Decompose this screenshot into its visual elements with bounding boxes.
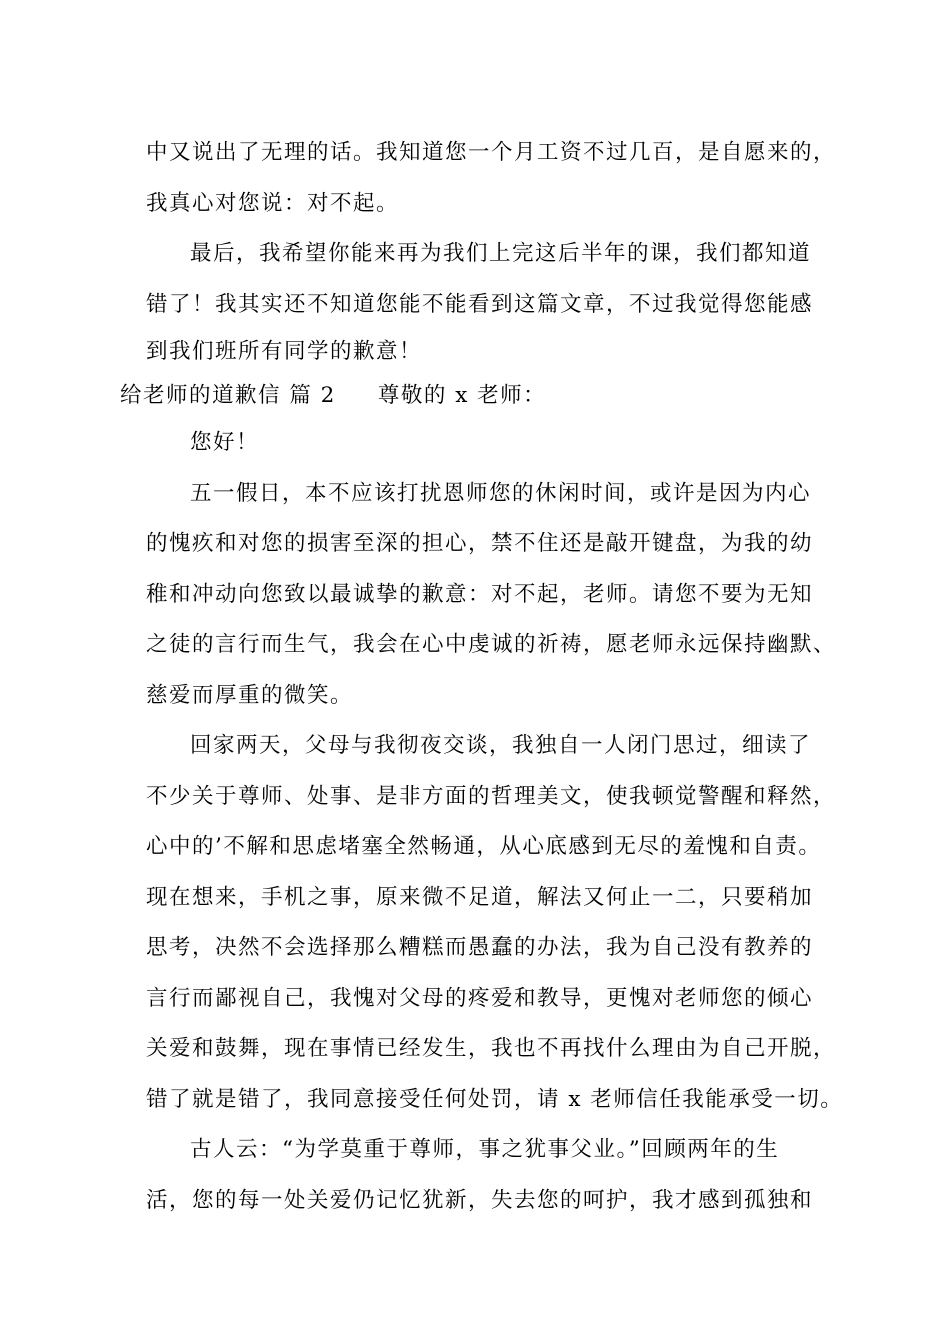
section-heading — [120, 374, 826, 418]
letter-body — [120, 128, 844, 1226]
text-line: 之徒的言行而生气，我会在心中虔诚的祈祷，愿老师永远保持幽默、 — [146, 632, 837, 657]
text-line: 稚和冲动向您致以最诚挚的歉意：对不起，老师。请您不要为无知 — [146, 581, 814, 607]
text-line: 到我们班所有同学的歉意！ — [146, 339, 423, 364]
paragraph-start: 最后，我希望你能来再为我们上完这后半年的课，我们都知道 — [190, 241, 812, 266]
text-line: 中又说出了无理的话。我知道您一个月工资不过几百，是自愿来的， — [146, 140, 837, 165]
text-line: 思考，决然不会选择那么糟糕而愚蠢的办法，我为自己没有教养的 — [146, 935, 814, 960]
text-line: 现在想来，手机之事，原来微不足道，解法又何止一二，只要稍加 — [146, 884, 814, 910]
text-line: 错了就是错了，我同意接受任何处罚，请 x 老师信任我能承受一切。 — [146, 1086, 844, 1112]
paragraph-start: 五一假日，本不应该打扰恩师您的休闲时间，或许是因为内心 — [190, 480, 812, 506]
text-line: 的愧疚和对您的损害至深的担心，禁不住还是敲开键盘，为我的幼 — [146, 531, 814, 556]
text-line: 关爱和鼓舞，现在事情已经发生，我也不再找什么理由为自己开脱， — [146, 1036, 837, 1061]
greeting: 您好！ — [190, 430, 260, 455]
text-line: 慈爱而厚重的微笑。 — [146, 682, 354, 708]
letter-salutation: 尊敬的 x 老师： — [377, 383, 547, 408]
text-line: 错了！我其实还不知道您能不能看到这篇文章，不过我觉得您能感 — [146, 291, 814, 317]
letter-title: 给老师的道歉信 篇 2 — [120, 383, 336, 408]
text-line: 我真心对您说：对不起。 — [146, 190, 400, 216]
paragraph-start: 回家两天，父母与我彻夜交谈，我独自一人闭门思过，细读了 — [190, 733, 812, 758]
paragraph-start: 古人云：“为学莫重于尊师，事之犹事父业。”回顾两年的生 — [190, 1137, 780, 1162]
text-line: 心中的’不解和思虑堵塞全然畅通，从心底感到无尽的羞愧和自责。 — [146, 834, 822, 859]
text-line: 活，您的每一处关爱仍记忆犹新，失去您的呵护，我才感到孤独和 — [146, 1187, 814, 1213]
text-line: 不少关于尊师、处事、是非方面的哲理美文，使我顿觉警醒和释然， — [146, 783, 837, 809]
text-line: 言行而鄙视自己，我愧对父母的疼爱和教导，更愧对老师您的倾心 — [146, 985, 814, 1011]
